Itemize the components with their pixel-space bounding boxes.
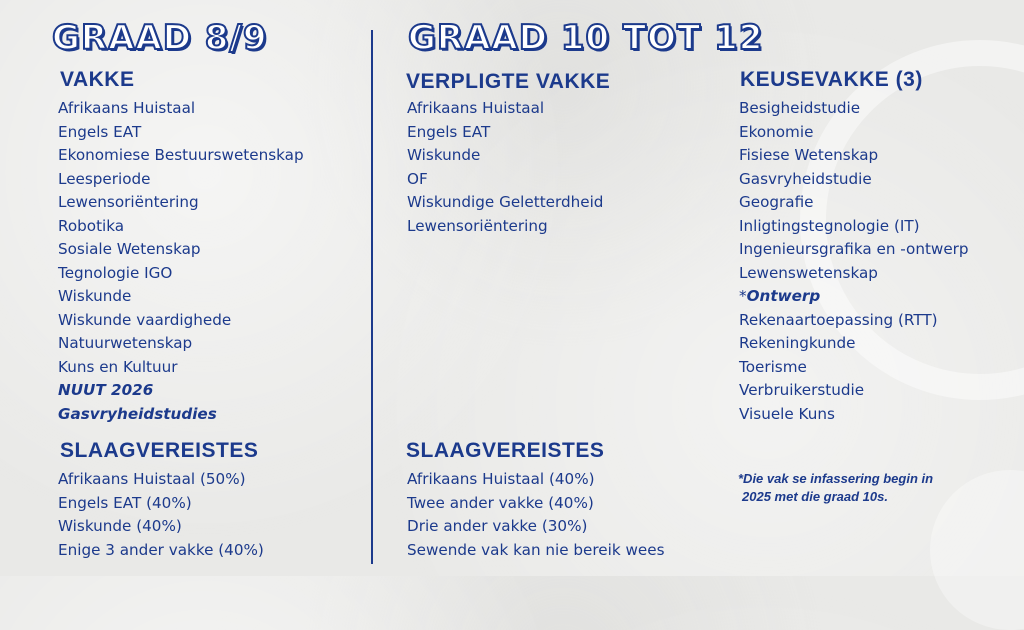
elective-subjects-list — [739, 97, 969, 426]
list-item: Kuns en Kultuur — [58, 357, 178, 376]
compulsory-subjects-list — [407, 97, 603, 238]
grade-8-9-subjects-heading: VAKKE — [60, 68, 135, 91]
list-item: Afrikaans Huistaal (50%) — [58, 470, 246, 488]
new-2026-label: NUUT 2026 — [58, 381, 154, 399]
grade-8-9-pass-list — [58, 468, 264, 562]
footnote — [738, 470, 933, 506]
list-item: Visuele Kuns — [739, 404, 835, 423]
list-item: Fisiese Wetenskap — [739, 146, 879, 164]
list-item: Wiskunde (40%) — [58, 517, 182, 535]
list-item: Sewende vak kan nie bereik wees — [407, 540, 665, 559]
footnote-line-2: 2025 met die graad 10s. — [742, 489, 888, 504]
list-item: Wiskunde vaardighede — [58, 310, 232, 329]
elective-heading-text: KEUSEVAKKE — [740, 68, 890, 91]
list-item: Lewensoriëntering — [407, 216, 548, 235]
list-item: OF — [407, 169, 428, 188]
list-item: Engels EAT — [407, 122, 491, 141]
elective-count: (3) — [895, 68, 923, 91]
grade-10-12-title: GRAAD 10 TOT 12 — [408, 18, 764, 58]
list-item: Ekonomie — [739, 122, 814, 141]
column-divider — [371, 30, 373, 564]
grade-8-9-title: GRAAD 8/9 — [52, 18, 268, 58]
elective-subjects-heading — [740, 68, 923, 92]
list-item: Afrikaans Huistaal — [58, 99, 196, 117]
list-item: Drie ander vakke (30%) — [407, 517, 588, 535]
list-item: Ekonomiese Bestuurswetenskap — [58, 146, 304, 164]
list-item: Wiskundige Geletterdheid — [407, 193, 604, 211]
list-item: Rekeningkunde — [739, 334, 856, 352]
list-item: Sosiale Wetenskap — [58, 240, 201, 258]
list-item-highlighted — [739, 285, 969, 309]
list-item: Afrikaans Huistaal (40%) — [407, 470, 595, 488]
list-item: Besigheidstudie — [739, 99, 861, 117]
list-item: Verbruikerstudie — [739, 381, 865, 399]
list-item: Leesperiode — [58, 169, 151, 188]
list-item: Wiskunde — [407, 146, 481, 164]
list-item: Afrikaans Huistaal — [407, 99, 545, 117]
list-item: Rekenaartoepassing (RTT) — [739, 310, 938, 329]
grade-10-12-pass-heading: SLAAGVEREISTES — [406, 439, 605, 462]
list-item: Lewensoriëntering — [58, 193, 199, 211]
compulsory-subjects-heading: VERPLIGTE VAKKE — [406, 70, 611, 93]
list-item: Engels EAT (40%) — [58, 493, 192, 512]
list-item: Engels EAT — [58, 122, 142, 141]
list-item: Toerisme — [739, 357, 807, 376]
list-item: Enige 3 ander vakke (40%) — [58, 540, 264, 559]
footnote-marker: * — [739, 287, 747, 305]
list-item: Twee ander vakke (40%) — [407, 493, 594, 512]
list-item: Tegnologie IGO — [58, 263, 173, 282]
grade-8-9-pass-heading: SLAAGVEREISTES — [60, 439, 259, 462]
footnote-line-1: *Die vak se infassering begin in — [738, 471, 934, 486]
list-item: Wiskunde — [58, 287, 132, 305]
list-item: Lewenswetenskap — [739, 263, 878, 282]
grade-8-9-subjects-list — [58, 97, 304, 426]
list-item: Natuurwetenskap — [58, 334, 193, 352]
list-item: Gasvryheidstudie — [739, 169, 872, 188]
list-item: Ingenieursgrafika en -ontwerp — [739, 240, 969, 258]
highlighted-subject: Ontwerp — [746, 287, 821, 305]
list-item: Inligtingstegnologie (IT) — [739, 216, 920, 235]
list-item: Geografie — [739, 193, 814, 211]
school-crest-watermark-fragment — [930, 470, 1024, 630]
grade-10-12-pass-list — [407, 468, 665, 562]
list-item: Robotika — [58, 216, 125, 235]
new-subject: Gasvryheidstudies — [58, 404, 217, 423]
